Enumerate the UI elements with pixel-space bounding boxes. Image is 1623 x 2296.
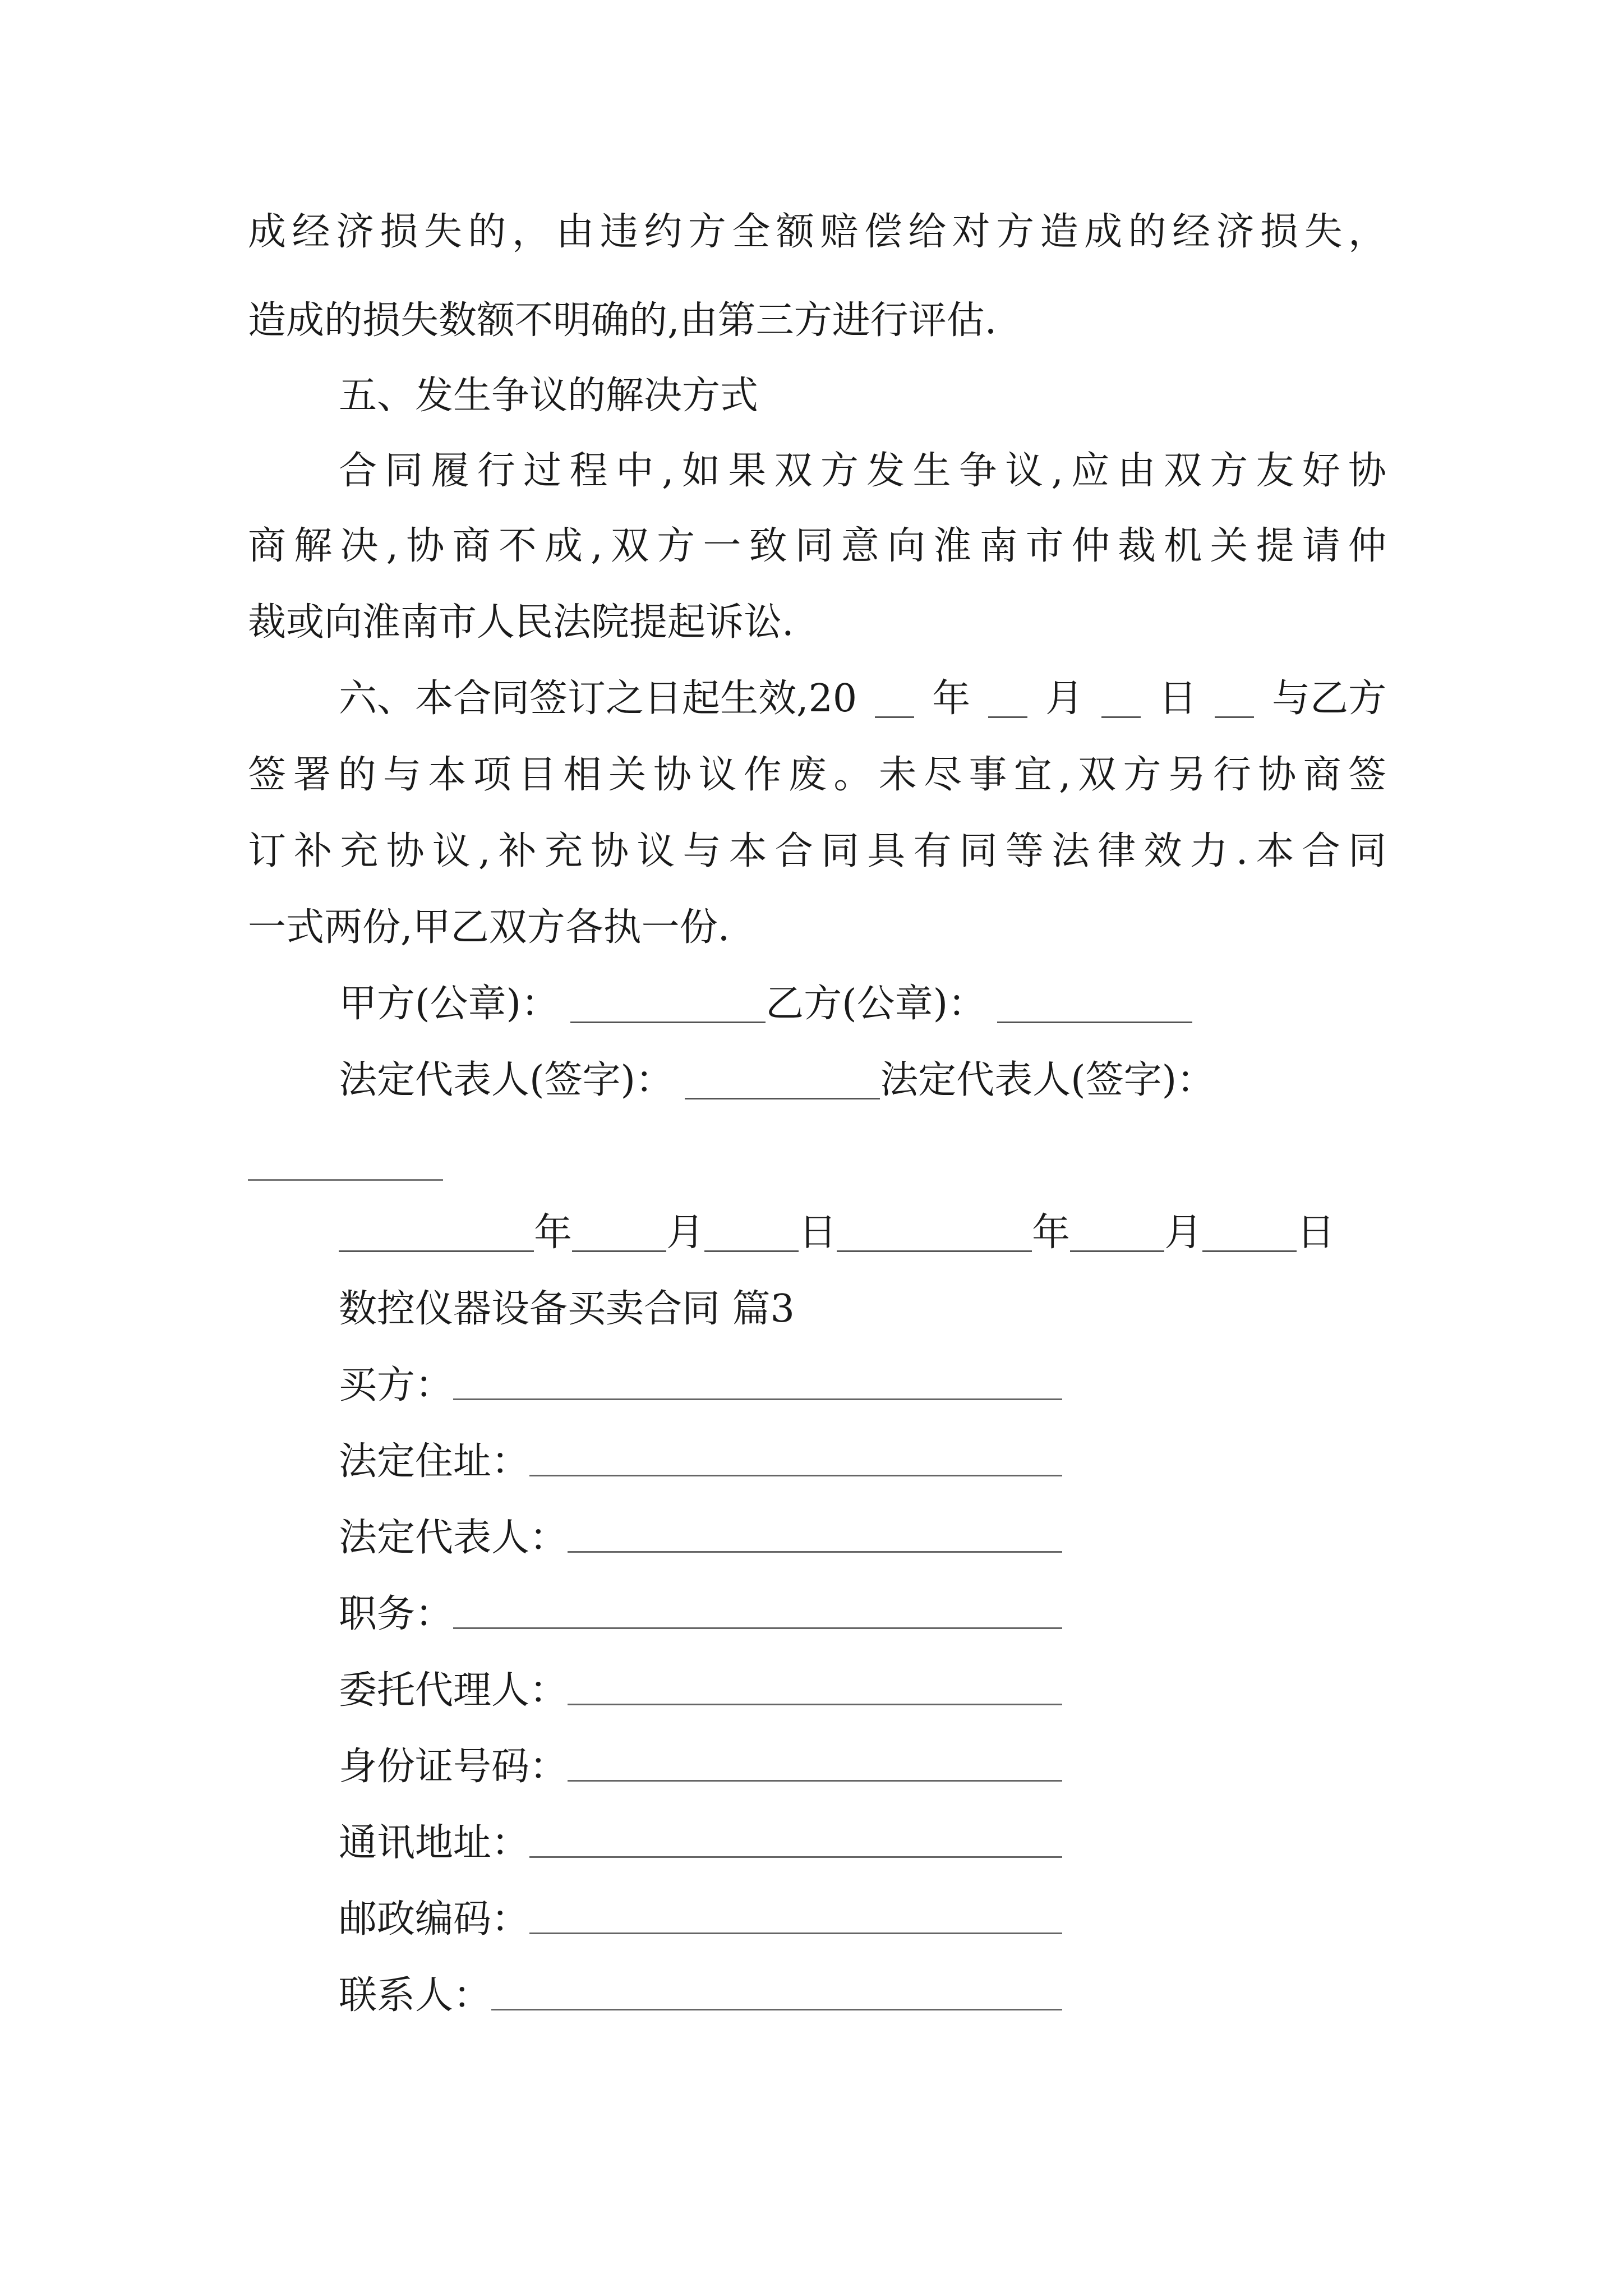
paragraph-line: 商解决,协商不成,双方一致同意向淮南市仲裁机关提请仲 bbox=[248, 524, 1386, 568]
field-label: 委托代理人： bbox=[339, 1668, 568, 1713]
month-b-blank bbox=[1070, 1216, 1164, 1252]
field-blank[interactable] bbox=[568, 1778, 1062, 1782]
month-b-label: 月 bbox=[1164, 1211, 1203, 1255]
paragraph-line: 订补充协议,补充协议与本合同具有同等法律效力.本合同 bbox=[248, 829, 1386, 873]
effective-text: 六、本合同签订之日起生效,20 bbox=[339, 677, 857, 721]
field-label: 邮政编码： bbox=[339, 1897, 530, 1941]
year-b-blank bbox=[837, 1216, 1032, 1252]
field-label: 职务： bbox=[339, 1592, 454, 1636]
field-label: 联系人： bbox=[339, 1973, 492, 2018]
field-legal-representative bbox=[339, 1516, 1062, 1560]
paragraph-line: 合同履行过程中,如果双方发生争议,应由双方友好协 bbox=[339, 449, 1386, 493]
field-legal-address bbox=[339, 1439, 1062, 1484]
day-blank bbox=[1101, 682, 1141, 718]
day-a-blank bbox=[704, 1216, 799, 1252]
day-b-label: 日 bbox=[1297, 1211, 1335, 1255]
field-blank[interactable] bbox=[529, 1854, 1062, 1858]
paragraph-line: 造成的损失数额不明确的,由第三方进行评估. bbox=[248, 298, 997, 343]
field-label: 买方： bbox=[339, 1363, 454, 1407]
legal-rep-line bbox=[339, 1058, 1215, 1102]
legal-rep-a-label: 法定代表人(签字)： bbox=[339, 1058, 674, 1102]
paragraph-line: 成经济损失的，由违约方全额赔偿给对方造成的经济损失， bbox=[248, 210, 1386, 254]
party-blank bbox=[1215, 682, 1254, 718]
field-position bbox=[339, 1592, 1062, 1636]
field-id-number bbox=[339, 1745, 1062, 1789]
field-mailing-address bbox=[339, 1821, 1062, 1865]
month-blank bbox=[988, 682, 1027, 718]
field-blank[interactable] bbox=[568, 1549, 1062, 1553]
effective-date-line bbox=[339, 677, 1386, 721]
year-blank bbox=[875, 682, 914, 718]
date-line bbox=[339, 1211, 1335, 1255]
party-a-seal-label: 甲方(公章)： bbox=[339, 982, 560, 1026]
year-label: 年 bbox=[932, 677, 971, 721]
month-a-blank bbox=[572, 1216, 666, 1252]
field-postal-code bbox=[339, 1897, 1062, 1941]
field-label: 法定住址： bbox=[339, 1439, 530, 1484]
field-label: 通讯地址： bbox=[339, 1821, 530, 1865]
field-blank[interactable] bbox=[491, 2007, 1062, 2010]
year-a-label: 年 bbox=[534, 1211, 573, 1255]
field-buyer bbox=[339, 1363, 1062, 1407]
paragraph-line: 裁或向淮南市人民法院提起诉讼. bbox=[248, 600, 794, 645]
day-label: 日 bbox=[1159, 677, 1197, 721]
year-a-blank bbox=[339, 1216, 534, 1252]
party-a-seal-blank bbox=[570, 987, 766, 1023]
field-blank[interactable] bbox=[529, 1930, 1062, 1934]
party-b-seal-blank bbox=[997, 987, 1192, 1023]
field-blank[interactable] bbox=[529, 1473, 1062, 1476]
field-blank[interactable] bbox=[568, 1701, 1062, 1705]
field-label: 身份证号码： bbox=[339, 1745, 568, 1789]
party-b-seal-label: 乙方(公章)： bbox=[766, 982, 986, 1026]
day-a-label: 日 bbox=[799, 1211, 837, 1255]
legal-rep-a-blank bbox=[685, 1063, 880, 1099]
year-b-label: 年 bbox=[1032, 1211, 1071, 1255]
month-label: 月 bbox=[1045, 677, 1084, 721]
section-heading: 五、发生争议的解决方式 bbox=[339, 374, 759, 418]
field-blank[interactable] bbox=[453, 1396, 1062, 1400]
field-blank[interactable] bbox=[453, 1625, 1062, 1629]
field-contact-person bbox=[339, 1973, 1062, 2018]
seal-line bbox=[339, 982, 1192, 1026]
paragraph-line: 一式两份,甲乙双方各执一份. bbox=[248, 905, 730, 950]
month-a-label: 月 bbox=[666, 1211, 705, 1255]
legal-rep-b-blank bbox=[248, 1179, 443, 1181]
legal-rep-b-label: 法定代表人(签字)： bbox=[880, 1058, 1215, 1102]
paragraph-line: 签署的与本项目相关协议作废。未尽事宜,双方另行协商签 bbox=[248, 753, 1386, 797]
field-agent bbox=[339, 1668, 1062, 1713]
day-b-blank bbox=[1202, 1216, 1297, 1252]
party-b-text: 与乙方 bbox=[1271, 677, 1386, 721]
field-label: 法定代表人： bbox=[339, 1516, 568, 1560]
contract-title: 数控仪器设备买卖合同 篇3 bbox=[339, 1287, 795, 1331]
